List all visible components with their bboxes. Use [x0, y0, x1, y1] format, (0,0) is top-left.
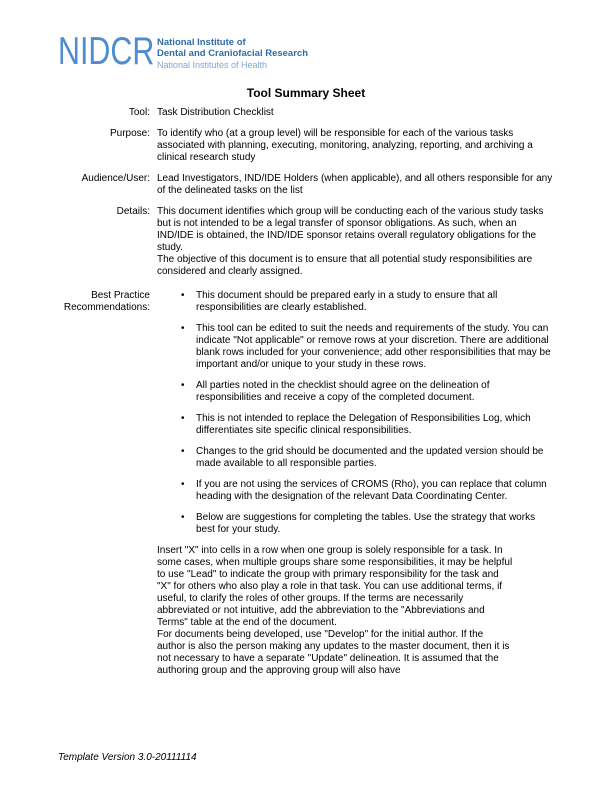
bullet-icon: •: [181, 479, 185, 490]
best-practice-content: [157, 290, 555, 677]
bullet-text: Changes to the grid should be documented and the updated version should be made available to all responsible parties.: [196, 446, 544, 469]
field-row-purpose: [58, 128, 555, 164]
list-item: [157, 290, 555, 314]
logo-institute-line1: National Institute of: [157, 37, 246, 48]
bullet-text: All parties noted in the checklist should agree on the delineation of responsibilities and receive a copy of the completed document.: [196, 380, 490, 403]
field-row-details: [58, 206, 555, 278]
details-paragraph-1: This document identifies which group will be conducting each of the various study tasks but is not intended to be a legal transfer of sponsor obligations. As such, when an IND/IDE is obtained, the IND/IDE sponsor retains overall regulatory obligations for the study.: [157, 206, 544, 253]
bullet-icon: •: [181, 446, 185, 457]
bullet-icon: •: [181, 323, 185, 334]
nidcr-logo-text: [157, 37, 308, 71]
logo-parent-org: National Institutes of Health: [157, 60, 268, 70]
best-practice-paragraph-2: For documents being developed, use "Develop" for the initial author. If the author is also the person making any updates to the master document, then it is not necessary to have a separate "Update" delineation. It is assumed that the authoring group and the approving group will also have: [157, 629, 510, 676]
bullet-text: This is not intended to replace the Delegation of Responsibilities Log, which differentiates site specific clinical responsibilities.: [196, 413, 531, 436]
list-item: [157, 512, 555, 536]
field-label-purpose: Purpose:: [109, 128, 150, 139]
nidcr-logo-acronym: NIDCR: [58, 30, 155, 73]
list-item: [157, 479, 555, 503]
field-row-audience: [58, 173, 555, 197]
bullet-text: This tool can be edited to suit the needs and requirements of the study. You can indicate "Not applicable" or remove rows at your discretion. There are additional blank rows included for your convenience; add other responsibilities that may be important and/or unique to your study in these rows.: [196, 323, 551, 370]
field-row-best-practice: [58, 290, 555, 677]
best-practice-paragraph-1: Insert "X" into cells in a row when one group is solely responsible for a task. In some cases, when multiple groups share some responsibilities, it may be helpful to use "Lead" to indicate the group with primary responsibility for the task and "X" for others who also play a role in that task. You can use additional terms, if useful, to clarify the roles of other groups. If the terms are necessarily abbreviated or not intuitive, add the abbreviation to the "Abbreviations and Terms" table at the end of the document.: [157, 545, 513, 628]
field-label-details: Details:: [116, 206, 150, 217]
bullet-icon: •: [181, 290, 185, 301]
field-value-audience: Lead Investigators, IND/IDE Holders (when applicable), and all others responsible for any of the delineated tasks on the list: [157, 173, 553, 196]
bullet-text: If you are not using the services of CROMS (Rho), you can replace that column heading with the designation of the relevant Data Coordinating Center.: [196, 479, 547, 502]
template-version-footer: Template Version 3.0-20111114: [58, 752, 197, 763]
bullet-icon: •: [181, 380, 185, 391]
field-value-details: [157, 206, 555, 278]
nidcr-logo: [58, 31, 378, 77]
field-label-audience: Audience/User:: [81, 173, 150, 184]
field-value-tool: Task Distribution Checklist: [157, 107, 274, 118]
list-item: [157, 446, 555, 470]
details-paragraph-2: The objective of this document is to ensure that all potential study responsibilities are considered and clearly assigned.: [157, 254, 533, 277]
field-row-tool: [58, 107, 555, 119]
bullet-icon: •: [181, 512, 185, 523]
summary-fields: [58, 107, 555, 686]
list-item: [157, 380, 555, 404]
bullet-text: Below are suggestions for completing the tables. Use the strategy that works best for your study.: [196, 512, 536, 535]
field-label-tool: Tool:: [128, 107, 150, 118]
list-item: [157, 413, 555, 437]
logo-institute-line2: Dental and Craniofacial Research: [157, 48, 308, 59]
bullet-icon: •: [181, 413, 185, 424]
field-value-purpose: To identify who (at a group level) will be responsible for each of the various tasks associated with planning, executing, monitoring, analyzing, reporting, and archiving a clinical research study: [157, 128, 533, 163]
page-title: Tool Summary Sheet: [246, 86, 366, 100]
field-label-best-practice: Best Practice Recommendations:: [63, 290, 150, 313]
list-item: [157, 323, 555, 371]
bullet-text: This document should be prepared early in a study to ensure that all responsibilities are clearly established.: [196, 290, 498, 313]
